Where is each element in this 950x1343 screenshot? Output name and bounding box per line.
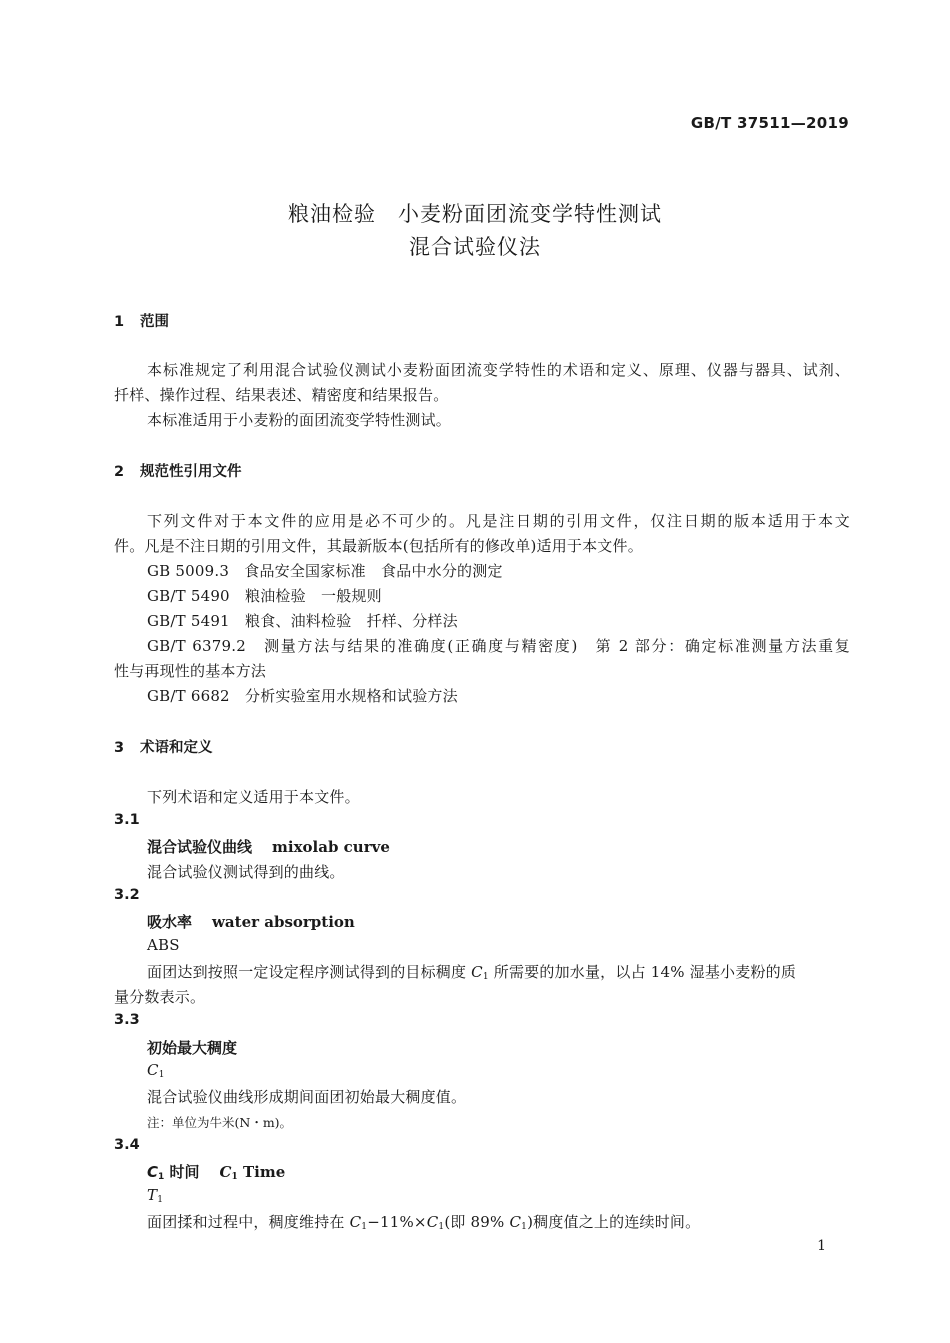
term-definition (147, 1211, 700, 1232)
term-definition: 混合试验仪曲线形成期间面团初始最大稠度值。 (147, 1088, 467, 1106)
refs-intro-line2: 件。凡是不注日期的引用文件，其最新版本(包括所有的修改单)适用于本文件。 (114, 537, 643, 555)
section-title: 术语和定义 (140, 740, 213, 756)
term-symbol (147, 1061, 165, 1080)
def-text: 面团揉和过程中，稠度维持在 (147, 1213, 350, 1231)
symbol-c: C (349, 1213, 362, 1231)
document-title-line1: 粮油检验 小麦粉面团流变学特性测试 (288, 202, 662, 226)
symbol-c: C (147, 1061, 159, 1079)
def-text: 面团达到按照一定设定程序测试得到的目标稠度 (147, 963, 472, 981)
symbol-subscript: 1 (482, 972, 489, 982)
symbol-c: C (471, 963, 483, 981)
term-en: mixolab curve (272, 838, 390, 856)
symbol-subscript: 1 (158, 1172, 165, 1182)
symbol-c: C (426, 1213, 439, 1231)
section-title: 规范性引用文件 (140, 464, 242, 480)
term-zh: 时间 (164, 1163, 200, 1181)
symbol-subscript: 1 (521, 1222, 528, 1232)
term-definition-continued: 量分数表示。 (114, 988, 206, 1006)
reference-item: GB/T 6682 分析实验室用水规格和试验方法 (147, 687, 458, 705)
term-definition: 混合试验仪测试得到的曲线。 (147, 863, 345, 881)
term-heading (147, 1161, 285, 1182)
term-symbol (147, 1186, 163, 1205)
symbol-subscript: 1 (231, 1172, 238, 1182)
section-number: 3 (114, 740, 125, 756)
reference-item: GB/T 6379.2 测量方法与结果的准确度(正确度与精密度) 第 2 部分：确定标准测量方法重复 (147, 637, 850, 655)
def-text: (即 89% (444, 1213, 510, 1231)
def-text: −11%× (367, 1213, 427, 1231)
term-number: 3.1 (114, 812, 140, 828)
def-text: 所需要的加水量，以占 14% 湿基小麦粉的质 (488, 963, 797, 981)
term-number: 3.4 (114, 1137, 140, 1153)
term-en: water absorption (212, 913, 355, 931)
term-zh: 混合试验仪曲线 (147, 838, 253, 856)
symbol-c: C (509, 1213, 522, 1231)
reference-item: GB/T 5491 粮食、油料检验 扦样、分样法 (147, 612, 458, 630)
section-number: 2 (114, 464, 125, 480)
term-number: 3.3 (114, 1012, 140, 1028)
symbol-t: T (147, 1186, 158, 1204)
reference-item-continued: 性与再现性的基本方法 (114, 662, 267, 680)
symbol-c: C (219, 1163, 232, 1181)
term-number: 3.2 (114, 887, 140, 903)
term-heading (147, 836, 390, 857)
term-heading: 初始最大稠度 (147, 1039, 238, 1057)
scope-paragraph-2: 本标准适用于小麦粉的面团流变学特性测试。 (147, 411, 452, 429)
scope-paragraph-line1: 本标准规定了利用混合试验仪测试小麦粉面团流变学特性的术语和定义、原理、仪器与器具、试剂、 (147, 361, 850, 379)
term-heading (147, 911, 355, 932)
section-title: 范围 (140, 314, 169, 330)
terms-intro: 下列术语和定义适用于本文件。 (147, 788, 360, 806)
term-zh: 吸水率 (147, 913, 193, 931)
section-heading-scope (114, 310, 169, 331)
term-en (220, 1163, 286, 1181)
term-abbreviation: ABS (147, 936, 180, 954)
document-title-line2: 混合试验仪法 (409, 235, 541, 259)
symbol-subscript: 1 (361, 1222, 368, 1232)
reference-item: GB/T 5490 粮油检验 一般规则 (147, 587, 382, 605)
refs-intro-line1: 下列文件对于本文件的应用是必不可少的。凡是注日期的引用文件，仅注日期的版本适用于本文 (147, 512, 850, 530)
scope-paragraph-line2: 扦样、操作过程、结果表述、精密度和结果报告。 (114, 386, 449, 404)
symbol-subscript: 1 (157, 1195, 164, 1205)
section-heading-terms (114, 736, 213, 757)
symbol-c: C (147, 1163, 159, 1181)
page-number: 1 (817, 1238, 826, 1254)
term-definition (147, 961, 796, 982)
symbol-subscript: 1 (438, 1222, 445, 1232)
standard-number: GB/T 37511—2019 (690, 114, 849, 132)
section-heading-normative-references (114, 460, 242, 481)
term-note: 注：单位为牛米(N・m)。 (147, 1115, 293, 1130)
def-text: )稠度值之上的连续时间。 (527, 1213, 701, 1231)
symbol-subscript: 1 (158, 1070, 165, 1080)
reference-item: GB 5009.3 食品安全国家标准 食品中水分的测定 (147, 562, 503, 580)
term-en-text: Time (237, 1163, 286, 1181)
section-number: 1 (114, 314, 125, 330)
